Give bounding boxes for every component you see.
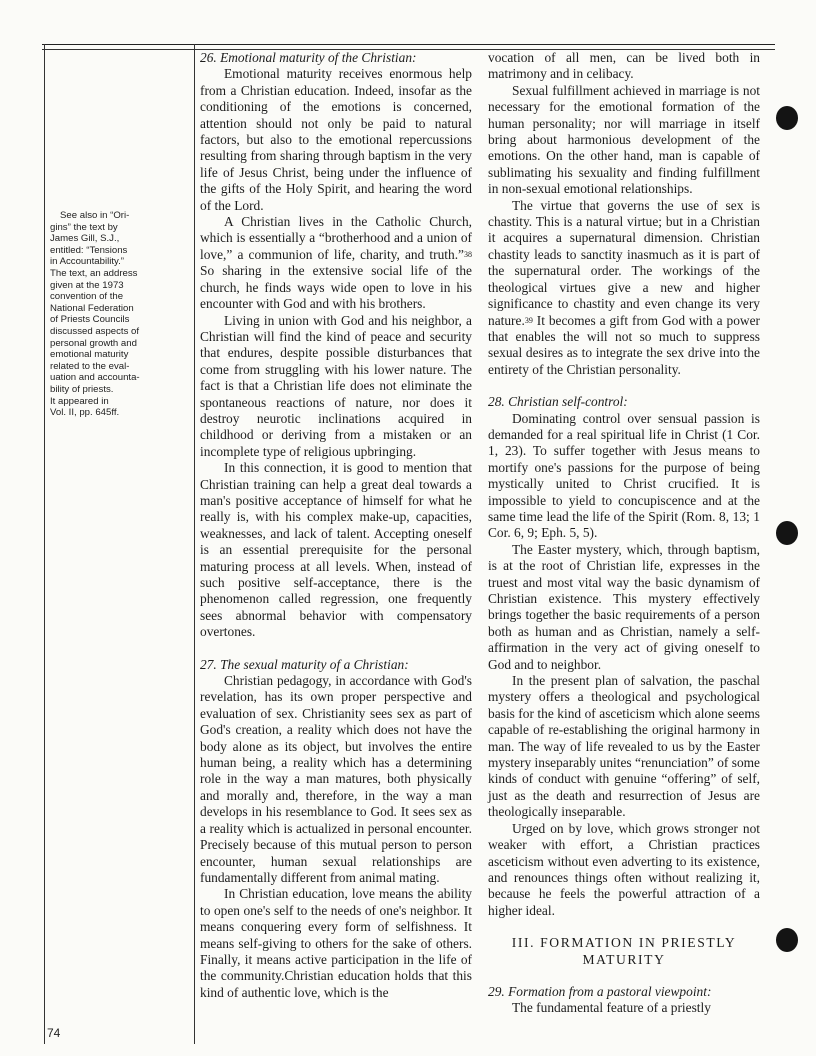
paragraph: Christian pedagogy, in accordance with God's revelation, has its own proper perspective and evaluation of sex. Christianity sees sex as part of God's creation, a reality which does not have the body alone as its object, but involves the entire human being, a reality which has a determining role in the way a man matures, both physically and morally and, therefore, in the way a man develops in his resemblance to God. It sees sex as a reality which is actualized in personal encounter. Precisely because of this mutual person to person encounter, human sexual relationships are fundamentally different from animal mating. bbox=[200, 673, 472, 885]
footnote-ref: 39 bbox=[524, 315, 533, 325]
paragraph-text: It becomes a gift from God with a power that enables the will not so much to suppress sexual desires as to integrate the sex drive into the entirety of the Christian personality. bbox=[488, 312, 760, 377]
section-heading-27: 27. The sexual maturity of a Christian: bbox=[200, 656, 409, 672]
paragraph: Urged on by love, which grows stronger not weaker with effort, a Christian practices asceticism without even adverting to its existence, and renounces things often without realizing it, because he feels the powerful attraction of a higher ideal. bbox=[488, 820, 760, 918]
paragraph-text: A Christian lives in the Catholic Church, which is essentially a “brotherhood and a union of love,” a communion of life, charity, and truth.” bbox=[200, 214, 472, 262]
binder-hole-icon bbox=[776, 521, 798, 545]
top-rule bbox=[42, 44, 775, 45]
margin-note-text: See also in “Ori- gins” the text by James Gill, S.J., entitled: “Tensions in Accountability.” The text, an address given at the 1973 convention of the National Federation of Priests Councils discussed aspects of personal growth and emotional maturity related to the eval- uation and accounta- bility of priests. It appeared in Vol. II, pp. 645ff. bbox=[50, 210, 140, 419]
paragraph bbox=[488, 198, 760, 378]
binder-hole-icon bbox=[776, 106, 798, 130]
spacer bbox=[488, 968, 760, 984]
section-heading-26: 26. Emotional maturity of the Christian: bbox=[200, 50, 417, 65]
spacer bbox=[200, 641, 472, 657]
paragraph: In Christian education, love means the ability to open one's self to the needs of one's neighbor. It means conquering every form of selfishness. It means self-giving to others for the sake of others. Finally, it means active participation in the life of the community.Christian education holds that this kind of authentic love, which is the bbox=[200, 886, 472, 1000]
binder-hole-icon bbox=[776, 928, 798, 952]
paragraph: Living in union with God and his neighbor, a Christian will find the kind of peace and security that endures, despite possible disturbances that come from struggling with his lower nature. The fact is that a Christian life does not eliminate the spontaneous reactions of nature, nor does it destroy neurotic inclinations acquired in childhood or deriving from a mistaken or an incomplete type of religious upbringing. bbox=[200, 312, 472, 459]
paragraph bbox=[200, 214, 472, 312]
paragraph: In this connection, it is good to mention that Christian training can help a great deal towards a man's positive acceptance of himself for what he really is, with his complex make-up, capacities, weaknesses, and lack of talent. Accepting oneself is an essential prerequisite for the personal maturing process at all levels. When, instead of such positive self-acceptance, there is the phenomenon called regression, one frequently sees abnormal behavior with compensatory overtones. bbox=[200, 460, 472, 640]
section-title-III: III. FORMATION IN PRIESTLY MATURITY bbox=[511, 935, 737, 967]
paragraph: Emotional maturity receives enormous help from a Christian education. Indeed, insofar as the conditioning of the emotions is concerned, attention should not only be paid to natural factors, but also to the emotional repercussions resulting from sharing through baptism in the very life of Jesus Christ, being under the influence of the gifts of the Holy Spirit, and hearing the word of the Lord. bbox=[200, 66, 472, 213]
sidebar-rule bbox=[194, 44, 195, 1044]
paragraph: Sexual fulfillment achieved in marriage is not necessary for the emotional formation of the human personality; nor will marriage in itself bring about harmonious development of the emotions. On the other hand, man is capable of sublimating his sexuality and finding fulfillment in non-sexual emotional relationships. bbox=[488, 82, 760, 197]
paragraph: The Easter mystery, which, through baptism, is at the root of Christian life, expresses in the truest and most vital way the basic dynamism of Christian existence. This mystery effectively brings together the basic requirements of a person both as human and as Christian, namely a self-affirmation in the very act of giving oneself to God and to neighbor. bbox=[488, 541, 760, 672]
paragraph: In the present plan of salvation, the paschal mystery offers a theological and psychological basis for the kind of asceticism which alone seems capable of re-establishing the original harmony in man. The way of life revealed to us by the Easter mystery inseparably unites “renunciation” of some kinds of conduct with genuine “offering” of self, just as the death and resurrection of Jesus are theologically inseparable. bbox=[488, 673, 760, 820]
text-column-right bbox=[488, 50, 760, 1017]
paragraph-text: So sharing in the extensive social life of the church, he finds ways wide open to love in his encounter with God and with his brothers. bbox=[200, 263, 472, 312]
section-heading-28: 28. Christian self-control: bbox=[488, 394, 628, 410]
text-column-left bbox=[200, 50, 472, 1001]
paragraph: vocation of all men, can be lived both in matrimony and in celibacy. bbox=[488, 50, 760, 82]
section-heading-29: 29. Formation from a pastoral viewpoint: bbox=[488, 983, 712, 999]
page-number: 74 bbox=[47, 1026, 61, 1040]
paragraph-text: The virtue that governs the use of sex is chastity. This is a natural virtue; but in a Christian it acquires a supernatural dimension. Christian chastity leads to sanctity inasmuch as it is part of the supernatural order. The workings of the theological virtues give a new and higher significance to chastity and even change its very nature. bbox=[488, 197, 760, 328]
spacer bbox=[488, 378, 760, 394]
left-margin-rule bbox=[44, 44, 45, 1044]
footnote-ref: 38 bbox=[464, 249, 472, 259]
margin-note bbox=[50, 210, 160, 419]
paragraph: Dominating control over sensual passion is demanded for a real spiritual life in Christ (1 Cor. 1, 23). To suffer together with Jesus means to mortify one's passions for the purpose of being mystically united to Christ crucified. It is impossible to yield to concupiscence and at the same time lead the life of the Spirit (Rom. 8, 13; 1 Cor. 6, 9; Eph. 5, 5). bbox=[488, 410, 760, 541]
paragraph: The fundamental feature of a priestly bbox=[512, 1000, 711, 1016]
spacer bbox=[488, 919, 760, 935]
